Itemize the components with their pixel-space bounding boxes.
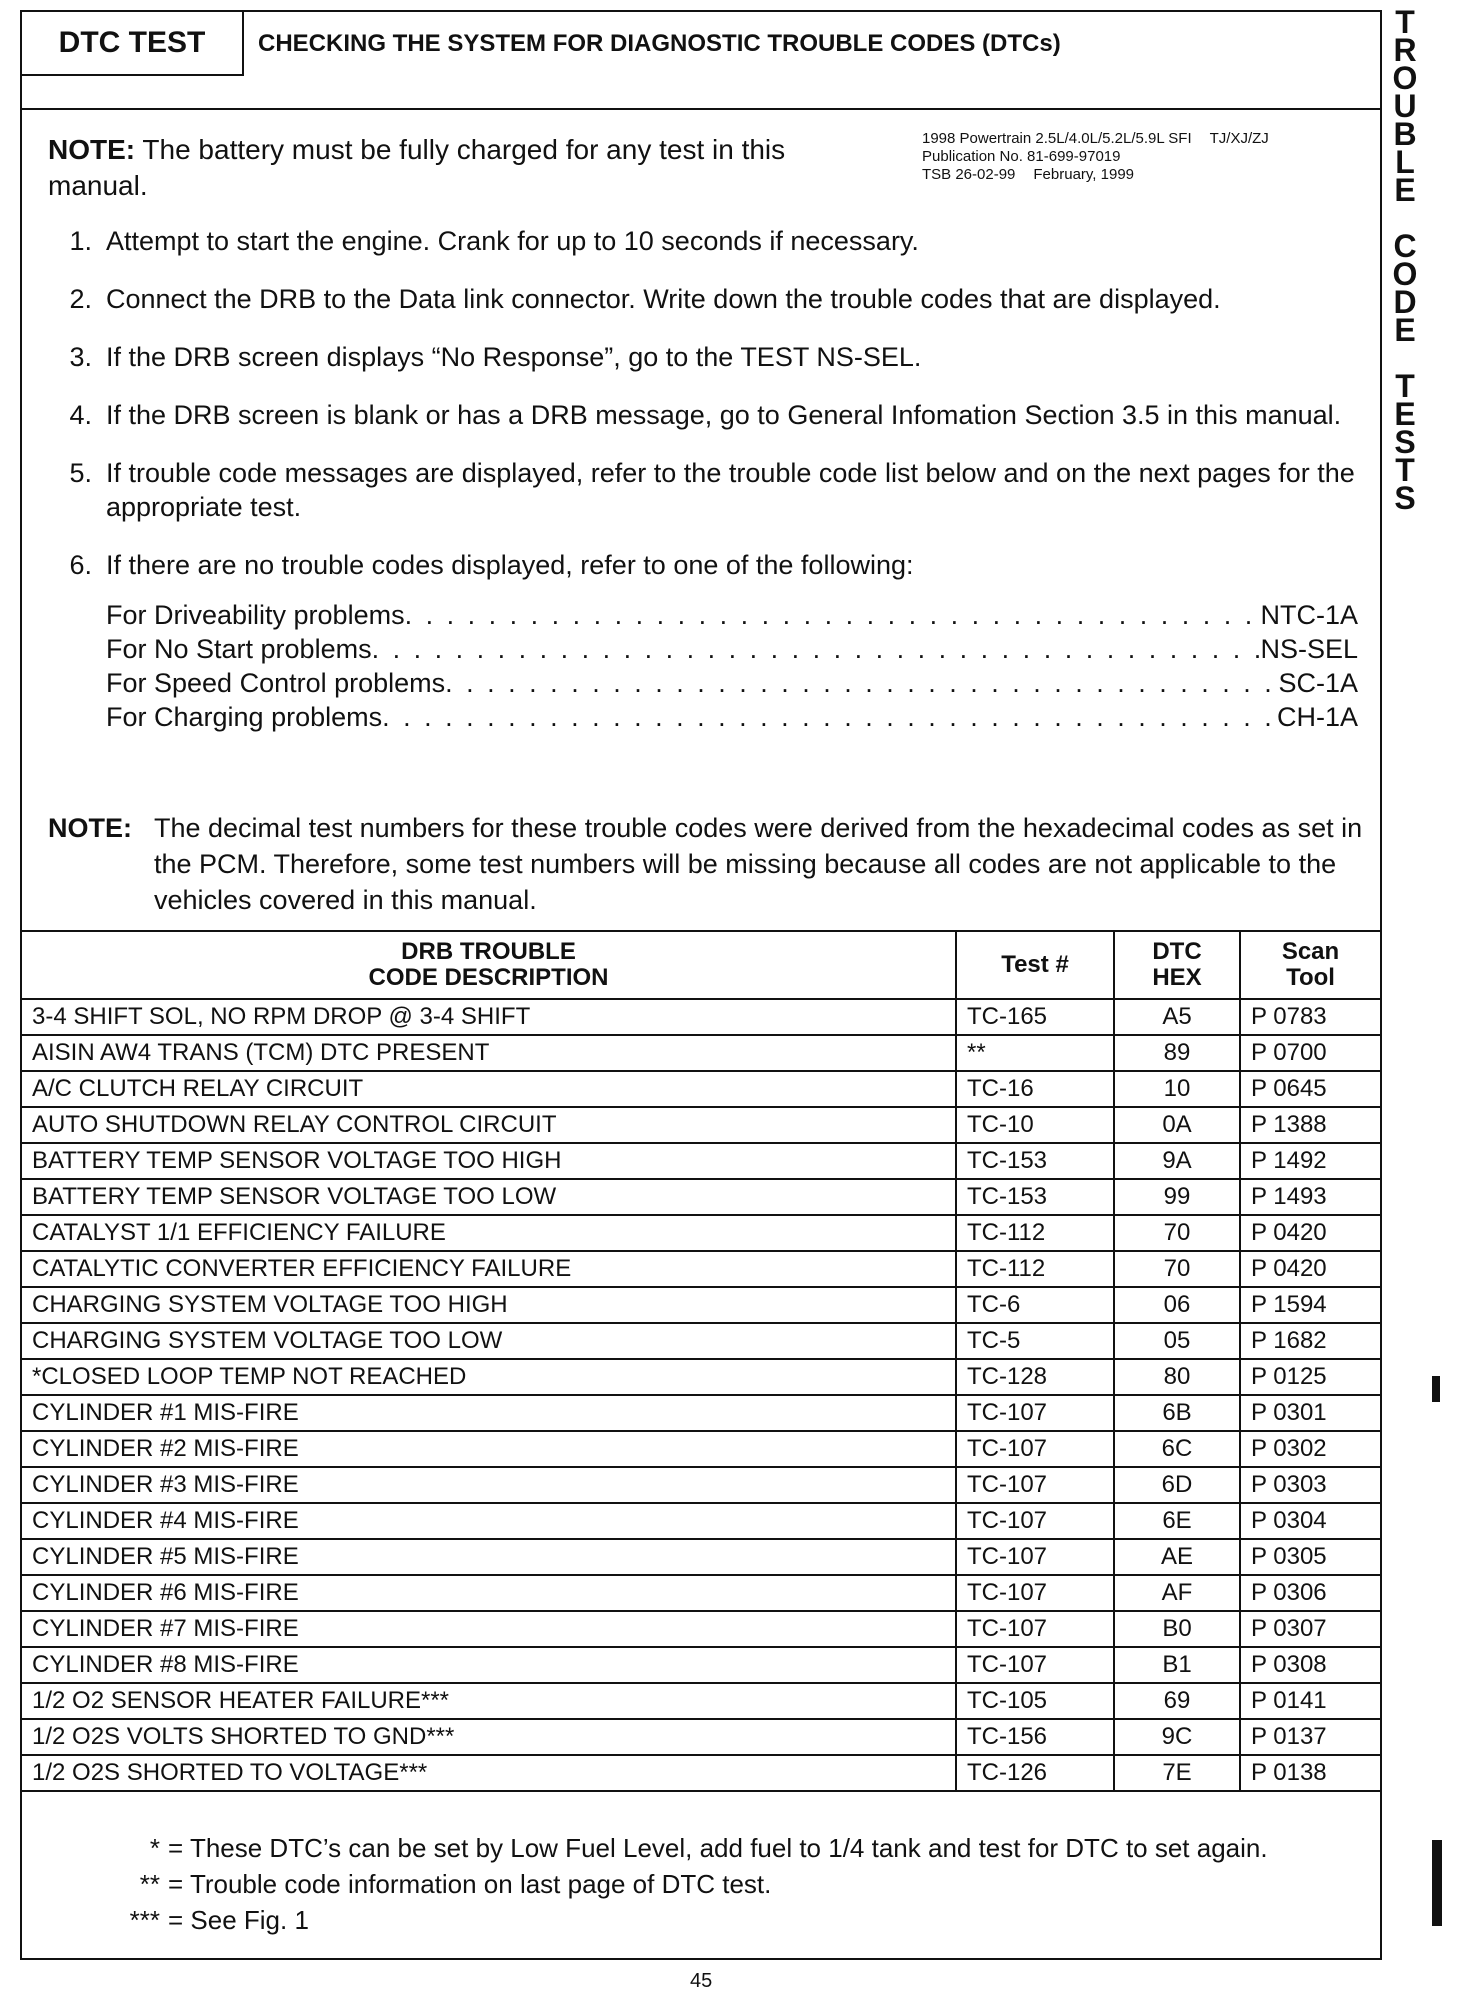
step-number: 6. [69, 550, 92, 580]
sidebar-word-code: C O D E [1392, 228, 1418, 348]
table-row [22, 1575, 1380, 1611]
footnote [48, 1866, 1268, 1902]
dtc-table-body [22, 999, 1380, 1791]
cell-test: TC-107 [956, 1611, 1114, 1647]
cell-hex: 69 [1114, 1683, 1240, 1719]
decimal-codes-note [48, 810, 1368, 918]
reference-label: For Charging problems [106, 702, 383, 732]
cell-hex: 6B [1114, 1395, 1240, 1431]
margin-mark [1432, 1840, 1442, 1926]
cell-hex: 6D [1114, 1467, 1240, 1503]
table-row [22, 1719, 1380, 1755]
table-row [22, 1035, 1380, 1071]
step-text: If there are no trouble codes displayed, refer to one of the following: [106, 550, 914, 580]
publication-info [922, 130, 1269, 184]
table-row [22, 1611, 1380, 1647]
battery-note [48, 132, 868, 204]
table-row [22, 1071, 1380, 1107]
table-row [22, 1503, 1380, 1539]
cell-description: BATTERY TEMP SENSOR VOLTAGE TOO LOW [22, 1179, 956, 1215]
procedure-steps [48, 224, 1358, 734]
cell-description: CATALYST 1/1 EFFICIENCY FAILURE [22, 1215, 956, 1251]
reference-item [106, 598, 1358, 632]
table-row [22, 1323, 1380, 1359]
footnote-key: *** [129, 1905, 160, 1935]
cell-description: AISIN AW4 TRANS (TCM) DTC PRESENT [22, 1035, 956, 1071]
step-item [48, 548, 1358, 582]
cell-hex: AF [1114, 1575, 1240, 1611]
step-number: 5. [69, 458, 92, 488]
cell-scan: P 0302 [1240, 1431, 1380, 1467]
table-row [22, 1683, 1380, 1719]
cell-test: TC-107 [956, 1575, 1114, 1611]
cell-scan: P 0700 [1240, 1035, 1380, 1071]
cell-scan: P 0137 [1240, 1719, 1380, 1755]
note-lead: NOTE: [48, 813, 132, 843]
cell-description: CYLINDER #7 MIS-FIRE [22, 1611, 956, 1647]
cell-test: TC-6 [956, 1287, 1114, 1323]
cell-hex: 70 [1114, 1215, 1240, 1251]
cell-test: TC-107 [956, 1539, 1114, 1575]
table-row [22, 1179, 1380, 1215]
table-row [22, 999, 1380, 1035]
cell-hex: 99 [1114, 1179, 1240, 1215]
reference-item [106, 632, 1358, 666]
cell-test: TC-107 [956, 1467, 1114, 1503]
step-item [48, 456, 1358, 524]
step-text: Connect the DRB to the Data link connector. Write down the trouble codes that are displayed. [106, 284, 1221, 314]
cell-test: TC-10 [956, 1107, 1114, 1143]
footnote-key: ** [139, 1869, 160, 1899]
step-item [48, 340, 1358, 374]
margin-mark [1432, 1376, 1440, 1402]
cell-scan: P 0304 [1240, 1503, 1380, 1539]
cell-description: 1/2 O2S VOLTS SHORTED TO GND*** [22, 1719, 956, 1755]
cell-hex: 06 [1114, 1287, 1240, 1323]
pub-tsb: TSB 26-02-99 [922, 166, 1016, 183]
cell-hex: A5 [1114, 999, 1240, 1035]
table-row [22, 1431, 1380, 1467]
col-header-hex: DTC HEX [1114, 931, 1240, 999]
footnote [48, 1830, 1268, 1866]
table-row [22, 1755, 1380, 1791]
footnote-text: = These DTC’s can be set by Low Fuel Level, add fuel to 1/4 tank and test for DTC to set again. [168, 1833, 1268, 1863]
cell-scan: P 0308 [1240, 1647, 1380, 1683]
col-header-scan: Scan Tool [1240, 931, 1380, 999]
cell-description: A/C CLUTCH RELAY CIRCUIT [22, 1071, 956, 1107]
cell-description: 1/2 O2 SENSOR HEATER FAILURE*** [22, 1683, 956, 1719]
cell-description: CATALYTIC CONVERTER EFFICIENCY FAILURE [22, 1251, 956, 1287]
cell-scan: P 1388 [1240, 1107, 1380, 1143]
dtc-test-label: DTC TEST [22, 12, 244, 76]
leader-dots [445, 666, 1278, 700]
cell-description: BATTERY TEMP SENSOR VOLTAGE TOO HIGH [22, 1143, 956, 1179]
step-item [48, 282, 1358, 316]
step-number: 3. [69, 342, 92, 372]
sidebar-word-tests: T E S T S [1394, 368, 1416, 516]
cell-scan: P 0783 [1240, 999, 1380, 1035]
footnotes [48, 1830, 1268, 1938]
reference-label: For Speed Control problems [106, 668, 446, 698]
cell-scan: P 0306 [1240, 1575, 1380, 1611]
cell-test: TC-107 [956, 1503, 1114, 1539]
sidebar-word-trouble: T R O U B L E [1392, 4, 1418, 208]
cell-scan: P 0305 [1240, 1539, 1380, 1575]
cell-description: CYLINDER #3 MIS-FIRE [22, 1467, 956, 1503]
cell-description: CHARGING SYSTEM VOLTAGE TOO LOW [22, 1323, 956, 1359]
reference-label: For Driveability problems [106, 600, 405, 630]
table-row [22, 1647, 1380, 1683]
cell-scan: P 0420 [1240, 1251, 1380, 1287]
cell-scan: P 1594 [1240, 1287, 1380, 1323]
cell-test: TC-16 [956, 1071, 1114, 1107]
pub-models: TJ/XJ/ZJ [1209, 130, 1269, 147]
cell-test: TC-153 [956, 1179, 1114, 1215]
cell-scan: P 1492 [1240, 1143, 1380, 1179]
step-number: 2. [69, 284, 92, 314]
page-title: CHECKING THE SYSTEM FOR DIAGNOSTIC TROUBLE CODES (DTCs) [258, 30, 1061, 57]
cell-hex: 6E [1114, 1503, 1240, 1539]
cell-test: TC-128 [956, 1359, 1114, 1395]
cell-test: TC-126 [956, 1755, 1114, 1791]
cell-test: TC-112 [956, 1215, 1114, 1251]
cell-test: TC-112 [956, 1251, 1114, 1287]
cell-test: TC-107 [956, 1431, 1114, 1467]
table-row [22, 1287, 1380, 1323]
pub-date: February, 1999 [1033, 166, 1135, 183]
cell-description: 3-4 SHIFT SOL, NO RPM DROP @ 3-4 SHIFT [22, 999, 956, 1035]
table-row [22, 1215, 1380, 1251]
cell-hex: 05 [1114, 1323, 1240, 1359]
table-row [22, 1539, 1380, 1575]
cell-hex: AE [1114, 1539, 1240, 1575]
col-header-description: DRB TROUBLE CODE DESCRIPTION [22, 931, 956, 999]
reference-item [106, 666, 1358, 700]
cell-description: CYLINDER #8 MIS-FIRE [22, 1647, 956, 1683]
cell-test: ** [956, 1035, 1114, 1071]
cell-description: CYLINDER #5 MIS-FIRE [22, 1539, 956, 1575]
section-tab [1388, 4, 1422, 540]
cell-scan: P 1682 [1240, 1323, 1380, 1359]
leader-dots [382, 700, 1277, 734]
cell-description: AUTO SHUTDOWN RELAY CONTROL CIRCUIT [22, 1107, 956, 1143]
cell-hex: B1 [1114, 1647, 1240, 1683]
cell-test: TC-165 [956, 999, 1114, 1035]
pub-number: Publication No. 81-699-97019 [922, 148, 1121, 165]
leader-dots [372, 632, 1261, 666]
step-item [48, 224, 1358, 258]
pub-powertrain: 1998 Powertrain 2.5L/4.0L/5.2L/5.9L SFI [922, 130, 1192, 147]
cell-hex: 80 [1114, 1359, 1240, 1395]
cell-description: *CLOSED LOOP TEMP NOT REACHED [22, 1359, 956, 1395]
cell-scan: P 1493 [1240, 1179, 1380, 1215]
reference-code: NS-SEL [1260, 634, 1358, 664]
cell-description: CYLINDER #4 MIS-FIRE [22, 1503, 956, 1539]
reference-label: For No Start problems [106, 634, 372, 664]
cell-scan: P 0125 [1240, 1359, 1380, 1395]
table-row [22, 1359, 1380, 1395]
cell-description: CYLINDER #1 MIS-FIRE [22, 1395, 956, 1431]
table-row [22, 1395, 1380, 1431]
cell-hex: 0A [1114, 1107, 1240, 1143]
page-number: 45 [690, 1970, 713, 1992]
cell-hex: 9A [1114, 1143, 1240, 1179]
step-text: If trouble code messages are displayed, refer to the trouble code list below and on the next pages for the appropriate test. [106, 458, 1355, 522]
dtc-table [22, 930, 1380, 1792]
step-text: If the DRB screen is blank or has a DRB message, go to General Infomation Section 3.5 in this manual. [106, 400, 1342, 430]
step-number: 4. [69, 400, 92, 430]
reference-item [106, 700, 1358, 734]
cell-hex: 10 [1114, 1071, 1240, 1107]
header-divider [22, 108, 1380, 110]
table-row [22, 1143, 1380, 1179]
cell-hex: 6C [1114, 1431, 1240, 1467]
cell-hex: 89 [1114, 1035, 1240, 1071]
table-row [22, 1467, 1380, 1503]
reference-code: NTC-1A [1260, 600, 1358, 630]
step-text: Attempt to start the engine. Crank for up to 10 seconds if necessary. [106, 226, 919, 256]
note-lead: NOTE: [48, 134, 136, 165]
cell-hex: B0 [1114, 1611, 1240, 1647]
cell-description: CHARGING SYSTEM VOLTAGE TOO HIGH [22, 1287, 956, 1323]
reference-code: CH-1A [1276, 702, 1358, 732]
table-row [22, 1107, 1380, 1143]
leader-dots [405, 598, 1261, 632]
footnote-key: * [149, 1833, 160, 1863]
col-header-test: Test # [956, 931, 1114, 999]
reference-code: SC-1A [1278, 668, 1358, 698]
cell-test: TC-107 [956, 1395, 1114, 1431]
cell-description: 1/2 O2S SHORTED TO VOLTAGE*** [22, 1755, 956, 1791]
cell-scan: P 0645 [1240, 1071, 1380, 1107]
step-text: If the DRB screen displays “No Response”, go to the TEST NS-SEL. [106, 342, 922, 372]
note-text: The decimal test numbers for these trouble codes were derived from the hexadecimal codes as set in the PCM. Therefore, some test numbers will be missing because all codes are not applicable to the vehicles covered in this manual. [154, 813, 1363, 915]
cell-scan: P 0141 [1240, 1683, 1380, 1719]
cell-description: CYLINDER #6 MIS-FIRE [22, 1575, 956, 1611]
step-number: 1. [69, 226, 92, 256]
table-header-row [22, 931, 1380, 999]
reference-list [106, 598, 1358, 734]
cell-test: TC-156 [956, 1719, 1114, 1755]
cell-test: TC-105 [956, 1683, 1114, 1719]
cell-hex: 7E [1114, 1755, 1240, 1791]
cell-scan: P 0138 [1240, 1755, 1380, 1791]
cell-test: TC-153 [956, 1143, 1114, 1179]
cell-test: TC-107 [956, 1647, 1114, 1683]
cell-hex: 9C [1114, 1719, 1240, 1755]
page-frame [20, 10, 1382, 1960]
cell-scan: P 0303 [1240, 1467, 1380, 1503]
cell-description: CYLINDER #2 MIS-FIRE [22, 1431, 956, 1467]
cell-scan: P 0307 [1240, 1611, 1380, 1647]
cell-scan: P 0420 [1240, 1215, 1380, 1251]
cell-test: TC-5 [956, 1323, 1114, 1359]
cell-hex: 70 [1114, 1251, 1240, 1287]
footnote [48, 1902, 1268, 1938]
table-row [22, 1251, 1380, 1287]
footnote-text: = Trouble code information on last page of DTC test. [168, 1869, 772, 1899]
footnote-text: = See Fig. 1 [168, 1905, 309, 1935]
cell-scan: P 0301 [1240, 1395, 1380, 1431]
step-item [48, 398, 1358, 432]
note-text: The battery must be fully charged for any test in this manual. [48, 134, 786, 201]
